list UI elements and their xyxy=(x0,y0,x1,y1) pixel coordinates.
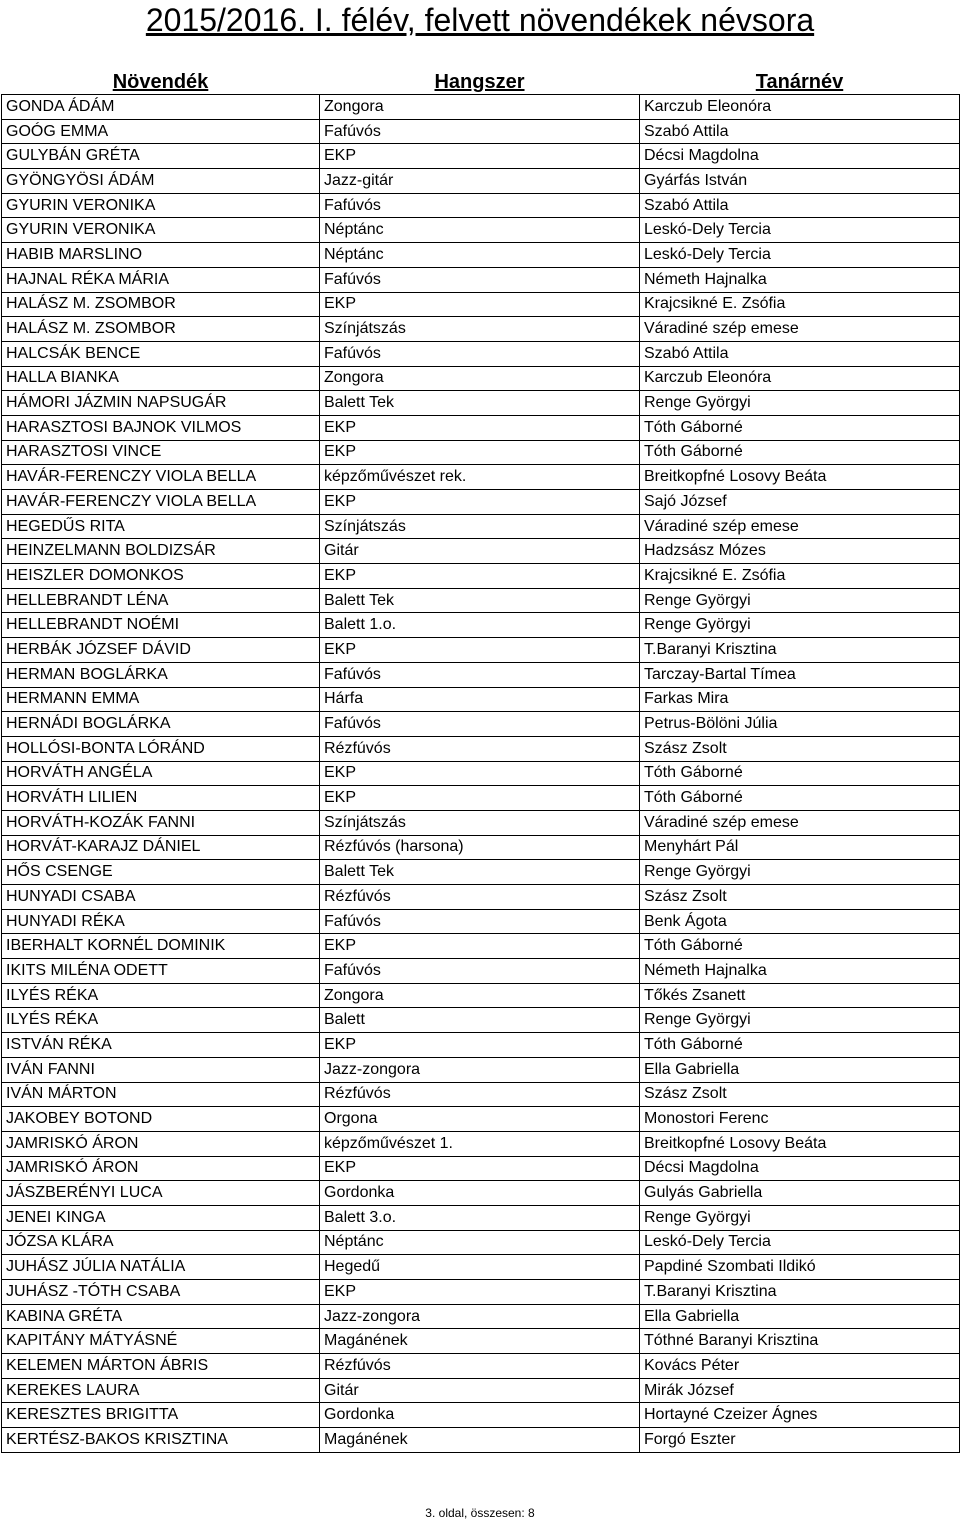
student-name-cell: GYÖNGYÖSI ÁDÁM xyxy=(2,169,320,194)
table-row xyxy=(2,1181,960,1206)
instrument-cell: Néptánc xyxy=(320,218,640,243)
teacher-name-cell: Décsi Magdolna xyxy=(640,1156,960,1181)
teacher-name-cell: Renge Györgyi xyxy=(640,391,960,416)
table-row xyxy=(2,1280,960,1305)
table-row xyxy=(2,1329,960,1354)
student-name-cell: JÓZSA KLÁRA xyxy=(2,1230,320,1255)
teacher-name-cell: Renge Györgyi xyxy=(640,588,960,613)
teacher-name-cell: Szabó Attila xyxy=(640,341,960,366)
student-name-cell: KELEMEN MÁRTON ÁBRIS xyxy=(2,1354,320,1379)
table-row xyxy=(2,934,960,959)
table-row xyxy=(2,341,960,366)
teacher-name-cell: Tóth Gáborné xyxy=(640,934,960,959)
student-name-cell: ISTVÁN RÉKA xyxy=(2,1033,320,1058)
instrument-cell: EKP xyxy=(320,292,640,317)
teacher-name-cell: Szabó Attila xyxy=(640,119,960,144)
table-row xyxy=(2,810,960,835)
instrument-cell: Zongora xyxy=(320,95,640,120)
instrument-cell: Fafúvós xyxy=(320,662,640,687)
student-name-cell: HERMANN EMMA xyxy=(2,687,320,712)
table-row xyxy=(2,1304,960,1329)
table-row xyxy=(2,1082,960,1107)
table-row xyxy=(2,1205,960,1230)
table-row xyxy=(2,885,960,910)
teacher-name-cell: Leskó-Dely Tercia xyxy=(640,1230,960,1255)
student-name-cell: GULYBÁN GRÉTA xyxy=(2,144,320,169)
teacher-name-cell: Papdiné Szombati Ildikó xyxy=(640,1255,960,1280)
table-row xyxy=(2,1156,960,1181)
table-row xyxy=(2,909,960,934)
teacher-name-cell: Tarczay-Bartal Tímea xyxy=(640,662,960,687)
student-name-cell: HELLEBRANDT LÉNA xyxy=(2,588,320,613)
table-row xyxy=(2,1403,960,1428)
table-row xyxy=(2,1354,960,1379)
instrument-cell: Balett Tek xyxy=(320,391,640,416)
teacher-name-cell: Tóth Gáborné xyxy=(640,440,960,465)
student-name-cell: HEINZELMANN BOLDIZSÁR xyxy=(2,539,320,564)
instrument-cell: Jazz-gitár xyxy=(320,169,640,194)
column-header-teacher: Tanárnév xyxy=(755,71,844,93)
teacher-name-cell: Szász Zsolt xyxy=(640,736,960,761)
student-name-cell: KERTÉSZ-BAKOS KRISZTINA xyxy=(2,1428,320,1453)
student-name-cell: HABIB MARSLINO xyxy=(2,243,320,268)
student-name-cell: KEREKES LAURA xyxy=(2,1378,320,1403)
table-row xyxy=(2,169,960,194)
student-name-cell: HALÁSZ M. ZSOMBOR xyxy=(2,317,320,342)
student-name-cell: JÁSZBERÉNYI LUCA xyxy=(2,1181,320,1206)
instrument-cell: EKP xyxy=(320,490,640,515)
teacher-name-cell: Renge Györgyi xyxy=(640,1008,960,1033)
instrument-cell: Fafúvós xyxy=(320,712,640,737)
column-header-instrument: Hangszer xyxy=(434,71,525,93)
table-row xyxy=(2,662,960,687)
instrument-cell: Jazz-zongora xyxy=(320,1057,640,1082)
instrument-cell: EKP xyxy=(320,638,640,663)
student-name-cell: IVÁN FANNI xyxy=(2,1057,320,1082)
teacher-name-cell: Szabó Attila xyxy=(640,193,960,218)
instrument-cell: EKP xyxy=(320,786,640,811)
table-row xyxy=(2,1255,960,1280)
instrument-cell: EKP xyxy=(320,415,640,440)
table-row xyxy=(2,786,960,811)
teacher-name-cell: Váradiné szép emese xyxy=(640,514,960,539)
instrument-cell: Zongora xyxy=(320,983,640,1008)
instrument-cell: Rézfúvós xyxy=(320,885,640,910)
table-row xyxy=(2,1057,960,1082)
student-name-cell: IKITS MILÉNA ODETT xyxy=(2,959,320,984)
instrument-cell: Jazz-zongora xyxy=(320,1304,640,1329)
teacher-name-cell: Hortayné Czeizer Ágnes xyxy=(640,1403,960,1428)
student-name-cell: ILYÉS RÉKA xyxy=(2,1008,320,1033)
instrument-cell: EKP xyxy=(320,144,640,169)
instrument-cell: Orgona xyxy=(320,1107,640,1132)
teacher-name-cell: Ella Gabriella xyxy=(640,1057,960,1082)
instrument-cell: Balett xyxy=(320,1008,640,1033)
instrument-cell: Fafúvós xyxy=(320,341,640,366)
student-name-cell: GONDA ÁDÁM xyxy=(2,95,320,120)
table-row xyxy=(2,1008,960,1033)
student-name-cell: HEGEDŰS RITA xyxy=(2,514,320,539)
table-row xyxy=(2,1107,960,1132)
table-row xyxy=(2,119,960,144)
page-title: 2015/2016. I. félév, felvett növendékek névsora xyxy=(145,2,815,38)
student-name-cell: JENEI KINGA xyxy=(2,1205,320,1230)
table-row xyxy=(2,366,960,391)
table-row xyxy=(2,415,960,440)
teacher-name-cell: Monostori Ferenc xyxy=(640,1107,960,1132)
student-name-cell: GYURIN VERONIKA xyxy=(2,218,320,243)
teacher-name-cell: Benk Ágota xyxy=(640,909,960,934)
instrument-cell: Hegedű xyxy=(320,1255,640,1280)
student-name-cell: ILYÉS RÉKA xyxy=(2,983,320,1008)
table-row xyxy=(2,835,960,860)
student-name-cell: HAVÁR-FERENCZY VIOLA BELLA xyxy=(2,490,320,515)
instrument-cell: Színjátszás xyxy=(320,810,640,835)
teacher-name-cell: Németh Hajnalka xyxy=(640,959,960,984)
teacher-name-cell: Renge Györgyi xyxy=(640,860,960,885)
student-name-cell: HALLA BIANKA xyxy=(2,366,320,391)
teacher-name-cell: Ella Gabriella xyxy=(640,1304,960,1329)
student-name-cell: JUHÁSZ -TÓTH CSABA xyxy=(2,1280,320,1305)
teacher-name-cell: T.Baranyi Krisztina xyxy=(640,638,960,663)
teacher-name-cell: Karczub Eleonóra xyxy=(640,366,960,391)
instrument-cell: Rézfúvós xyxy=(320,1354,640,1379)
teacher-name-cell: Mirák József xyxy=(640,1378,960,1403)
instrument-cell: Gordonka xyxy=(320,1181,640,1206)
table-row xyxy=(2,1378,960,1403)
instrument-cell: EKP xyxy=(320,1156,640,1181)
instrument-cell: Fafúvós xyxy=(320,267,640,292)
instrument-cell: Fafúvós xyxy=(320,119,640,144)
instrument-cell: Fafúvós xyxy=(320,909,640,934)
instrument-cell: Rézfúvós (harsona) xyxy=(320,835,640,860)
student-name-cell: HARASZTOSI VINCE xyxy=(2,440,320,465)
teacher-name-cell: Váradiné szép emese xyxy=(640,317,960,342)
table-row xyxy=(2,761,960,786)
teacher-name-cell: Breitkopfné Losovy Beáta xyxy=(640,1131,960,1156)
instrument-cell: Magánének xyxy=(320,1329,640,1354)
student-name-cell: JUHÁSZ JÚLIA NATÁLIA xyxy=(2,1255,320,1280)
student-name-cell: HUNYADI CSABA xyxy=(2,885,320,910)
table-row xyxy=(2,588,960,613)
student-name-cell: HÁMORI JÁZMIN NAPSUGÁR xyxy=(2,391,320,416)
teacher-name-cell: Váradiné szép emese xyxy=(640,810,960,835)
instrument-cell: Rézfúvós xyxy=(320,1082,640,1107)
student-name-cell: JAKOBEY BOTOND xyxy=(2,1107,320,1132)
teacher-name-cell: Décsi Magdolna xyxy=(640,144,960,169)
instrument-cell: EKP xyxy=(320,564,640,589)
table-row xyxy=(2,292,960,317)
instrument-cell: Hárfa xyxy=(320,687,640,712)
instrument-cell: EKP xyxy=(320,761,640,786)
instrument-cell: Balett 1.o. xyxy=(320,613,640,638)
table-row xyxy=(2,712,960,737)
table-row xyxy=(2,687,960,712)
teacher-name-cell: Tóth Gáborné xyxy=(640,761,960,786)
table-row xyxy=(2,1428,960,1453)
table-row xyxy=(2,1230,960,1255)
instrument-cell: Rézfúvós xyxy=(320,736,640,761)
table-row xyxy=(2,243,960,268)
student-name-cell: HOLLÓSI-BONTA LÓRÁND xyxy=(2,736,320,761)
column-header-student: Növendék xyxy=(112,71,209,93)
teacher-name-cell: Sajó József xyxy=(640,490,960,515)
teacher-name-cell: Tóth Gáborné xyxy=(640,1033,960,1058)
teacher-name-cell: Krajcsikné E. Zsófia xyxy=(640,292,960,317)
instrument-cell: képzőművészet rek. xyxy=(320,465,640,490)
instrument-cell: Színjátszás xyxy=(320,514,640,539)
teacher-name-cell: Németh Hajnalka xyxy=(640,267,960,292)
instrument-cell: Néptánc xyxy=(320,1230,640,1255)
student-name-cell: KABINA GRÉTA xyxy=(2,1304,320,1329)
table-row xyxy=(2,514,960,539)
table-row xyxy=(2,959,960,984)
teacher-name-cell: Gyárfás István xyxy=(640,169,960,194)
teacher-name-cell: Tóthné Baranyi Krisztina xyxy=(640,1329,960,1354)
table-row xyxy=(2,1131,960,1156)
teacher-name-cell: Breitkopfné Losovy Beáta xyxy=(640,465,960,490)
instrument-cell: Balett 3.o. xyxy=(320,1205,640,1230)
teacher-name-cell: Tóth Gáborné xyxy=(640,415,960,440)
teacher-name-cell: Gulyás Gabriella xyxy=(640,1181,960,1206)
teacher-name-cell: Kovács Péter xyxy=(640,1354,960,1379)
student-name-cell: HŐS CSENGE xyxy=(2,860,320,885)
student-name-cell: GOÓG EMMA xyxy=(2,119,320,144)
student-name-cell: GYURIN VERONIKA xyxy=(2,193,320,218)
table-row xyxy=(2,613,960,638)
teacher-name-cell: Leskó-Dely Tercia xyxy=(640,218,960,243)
student-name-cell: JAMRISKÓ ÁRON xyxy=(2,1131,320,1156)
student-name-cell: KERESZTES BRIGITTA xyxy=(2,1403,320,1428)
instrument-cell: EKP xyxy=(320,440,640,465)
table-row xyxy=(2,564,960,589)
table-row xyxy=(2,539,960,564)
table-row xyxy=(2,144,960,169)
student-name-cell: HORVÁTH-KOZÁK FANNI xyxy=(2,810,320,835)
teacher-name-cell: Szász Zsolt xyxy=(640,885,960,910)
student-name-cell: KAPITÁNY MÁTYÁSNÉ xyxy=(2,1329,320,1354)
student-name-cell: HUNYADI RÉKA xyxy=(2,909,320,934)
instrument-cell: Balett Tek xyxy=(320,588,640,613)
table-row xyxy=(2,391,960,416)
student-name-cell: HARASZTOSI BAJNOK VILMOS xyxy=(2,415,320,440)
table-row xyxy=(2,218,960,243)
instrument-cell: EKP xyxy=(320,934,640,959)
teacher-name-cell: Hadzsász Mózes xyxy=(640,539,960,564)
student-name-cell: HERMAN BOGLÁRKA xyxy=(2,662,320,687)
table-header xyxy=(2,68,960,95)
instrument-cell: Zongora xyxy=(320,366,640,391)
table-row xyxy=(2,983,960,1008)
student-name-cell: HAVÁR-FERENCZY VIOLA BELLA xyxy=(2,465,320,490)
table-row xyxy=(2,465,960,490)
instrument-cell: Balett Tek xyxy=(320,860,640,885)
teacher-name-cell: Farkas Mira xyxy=(640,687,960,712)
teacher-name-cell: Menyhárt Pál xyxy=(640,835,960,860)
student-name-cell: JAMRISKÓ ÁRON xyxy=(2,1156,320,1181)
teacher-name-cell: Renge Györgyi xyxy=(640,1205,960,1230)
student-name-cell: IBERHALT KORNÉL DOMINIK xyxy=(2,934,320,959)
instrument-cell: EKP xyxy=(320,1280,640,1305)
student-name-cell: HORVÁTH ANGÉLA xyxy=(2,761,320,786)
table-row xyxy=(2,95,960,120)
instrument-cell: Fafúvós xyxy=(320,193,640,218)
table-row xyxy=(2,860,960,885)
teacher-name-cell: Szász Zsolt xyxy=(640,1082,960,1107)
instrument-cell: Magánének xyxy=(320,1428,640,1453)
student-name-cell: HALÁSZ M. ZSOMBOR xyxy=(2,292,320,317)
table-row xyxy=(2,490,960,515)
table-row xyxy=(2,1033,960,1058)
teacher-name-cell: Tóth Gáborné xyxy=(640,786,960,811)
table-row xyxy=(2,440,960,465)
student-name-cell: HALCSÁK BENCE xyxy=(2,341,320,366)
teacher-name-cell: Petrus-Bölöni Júlia xyxy=(640,712,960,737)
student-name-cell: HAJNAL RÉKA MÁRIA xyxy=(2,267,320,292)
student-name-cell: HEISZLER DOMONKOS xyxy=(2,564,320,589)
instrument-cell: Fafúvós xyxy=(320,959,640,984)
teacher-name-cell: Krajcsikné E. Zsófia xyxy=(640,564,960,589)
table-row xyxy=(2,638,960,663)
teacher-name-cell: Forgó Eszter xyxy=(640,1428,960,1453)
teacher-name-cell: Karczub Eleonóra xyxy=(640,95,960,120)
roster-table xyxy=(1,68,960,1453)
instrument-cell: Színjátszás xyxy=(320,317,640,342)
instrument-cell: Gitár xyxy=(320,539,640,564)
table-body xyxy=(2,95,960,1453)
student-name-cell: HORVÁT-KARAJZ DÁNIEL xyxy=(2,835,320,860)
student-name-cell: HERNÁDI BOGLÁRKA xyxy=(2,712,320,737)
teacher-name-cell: Renge Györgyi xyxy=(640,613,960,638)
table-row xyxy=(2,267,960,292)
page-footer: 3. oldal, összesen: 8 xyxy=(425,1506,535,1520)
header-row xyxy=(2,68,960,95)
table-row xyxy=(2,193,960,218)
instrument-cell: képzőművészet 1. xyxy=(320,1131,640,1156)
table-row xyxy=(2,317,960,342)
student-name-cell: IVÁN MÁRTON xyxy=(2,1082,320,1107)
student-name-cell: HELLEBRANDT NOÉMI xyxy=(2,613,320,638)
instrument-cell: Gordonka xyxy=(320,1403,640,1428)
student-name-cell: HORVÁTH LILIEN xyxy=(2,786,320,811)
teacher-name-cell: Leskó-Dely Tercia xyxy=(640,243,960,268)
teacher-name-cell: T.Baranyi Krisztina xyxy=(640,1280,960,1305)
student-name-cell: HERBÁK JÓZSEF DÁVID xyxy=(2,638,320,663)
instrument-cell: EKP xyxy=(320,1033,640,1058)
teacher-name-cell: Tőkés Zsanett xyxy=(640,983,960,1008)
instrument-cell: Gitár xyxy=(320,1378,640,1403)
instrument-cell: Néptánc xyxy=(320,243,640,268)
table-row xyxy=(2,736,960,761)
